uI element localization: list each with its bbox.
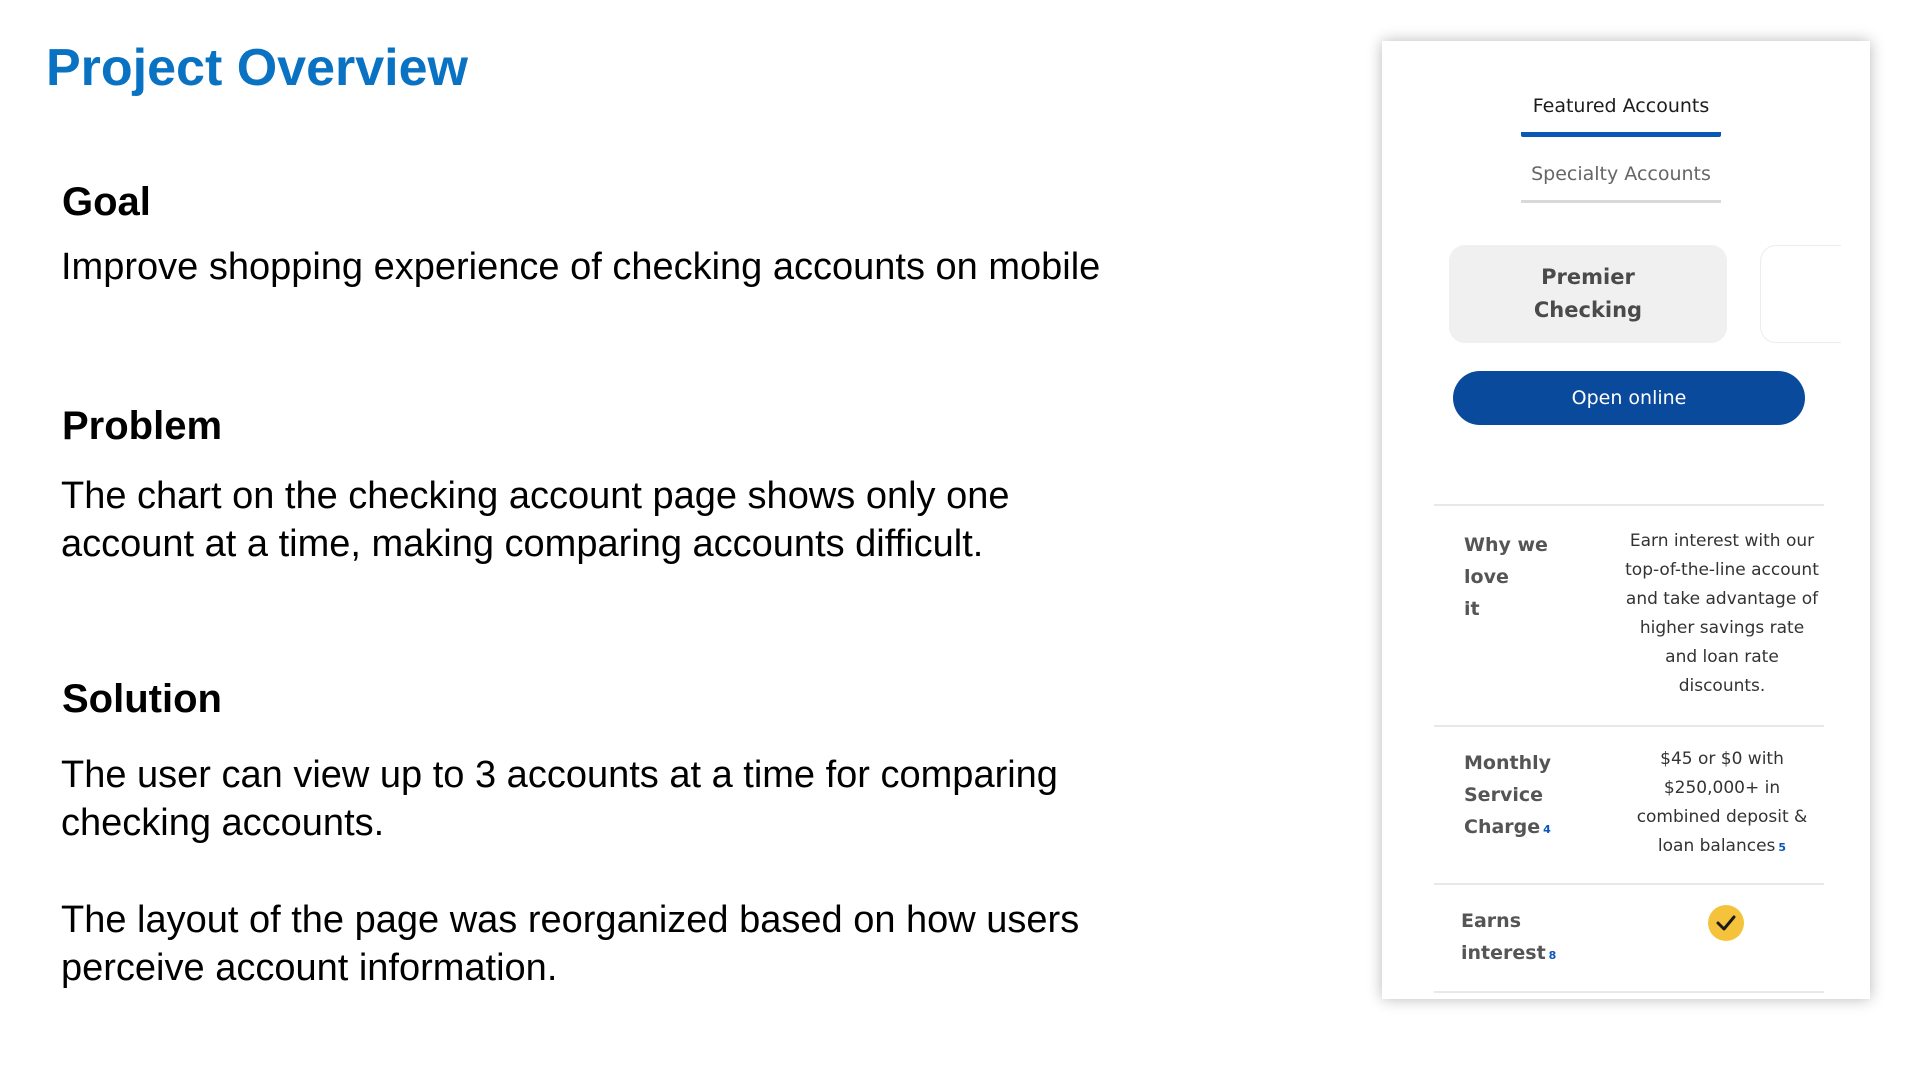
page-title: Project Overview — [46, 39, 468, 97]
solution-text-line: The user can view up to 3 accounts at a time for comparing — [61, 754, 1058, 796]
row-label-text: Charge — [1464, 816, 1541, 838]
footnote-marker[interactable]: 5 — [1778, 841, 1787, 854]
open-online-button[interactable]: Open online — [1453, 371, 1805, 425]
problem-text-line: The chart on the checking account page shows only one — [61, 475, 1010, 517]
solution-text-line: checking accounts. — [61, 802, 385, 844]
solution-text-line: The layout of the page was reorganized based on how users — [61, 899, 1080, 941]
row-divider — [1434, 725, 1824, 727]
tab-specialty-accounts[interactable]: Specialty Accounts — [1521, 159, 1721, 203]
footnote-marker[interactable]: 8 — [1548, 949, 1557, 962]
account-chip-label: Checking — [1533, 298, 1643, 322]
row-value-line: higher savings rate — [1639, 618, 1805, 638]
row-value-line — [1622, 832, 1822, 862]
row-label-line: it — [1464, 598, 1480, 620]
goal-heading: Goal — [62, 180, 151, 224]
problem-text — [61, 472, 1241, 568]
row-label-line: Service — [1464, 784, 1543, 806]
row-value-line: top-of-the-line account — [1625, 560, 1819, 580]
row-label-why-we-love-it — [1464, 529, 1594, 625]
account-chip-label: Premier — [1541, 265, 1635, 289]
row-label-earns-interest — [1461, 905, 1591, 972]
row-label-text: interest — [1461, 942, 1546, 964]
problem-heading: Problem — [62, 404, 223, 448]
row-value-line: $45 or $0 with — [1660, 749, 1784, 769]
solution-heading: Solution — [62, 677, 222, 721]
row-label-line: Earns — [1461, 910, 1522, 932]
solution-text-2 — [61, 896, 1241, 992]
row-value-line: and take advantage of — [1625, 589, 1819, 609]
footnote-marker[interactable]: 4 — [1543, 823, 1551, 836]
row-value-line: combined deposit & — [1636, 807, 1808, 827]
row-value-line: $250,000+ in — [1663, 778, 1781, 798]
problem-text-line: account at a time, making comparing accounts difficult. — [61, 523, 984, 565]
solution-text-line: perceive account information. — [61, 947, 558, 989]
account-chip-premier-checking[interactable] — [1449, 245, 1727, 343]
row-label-monthly-service-charge — [1464, 747, 1594, 846]
mobile-mockup — [1382, 41, 1870, 999]
row-divider — [1434, 991, 1824, 993]
account-chip-next[interactable] — [1760, 245, 1841, 343]
check-icon — [1708, 905, 1744, 941]
tab-featured-accounts[interactable]: Featured Accounts — [1521, 91, 1721, 137]
row-value-line: discounts. — [1678, 676, 1766, 696]
row-value-why-we-love-it — [1622, 527, 1822, 701]
row-label-line: Why we love — [1464, 534, 1548, 588]
row-label-line: Monthly — [1464, 752, 1551, 774]
row-value-text: loan balances — [1657, 836, 1776, 856]
row-label-line — [1464, 811, 1594, 846]
row-value-monthly-service-charge — [1622, 745, 1822, 862]
row-divider — [1434, 883, 1824, 885]
row-value-line: Earn interest with our — [1629, 531, 1815, 551]
row-label-line — [1461, 937, 1591, 972]
row-value-line: and loan rate — [1665, 647, 1779, 667]
row-divider — [1434, 504, 1824, 506]
solution-text-1 — [61, 751, 1241, 847]
goal-text: Improve shopping experience of checking accounts on mobile — [61, 246, 1101, 288]
